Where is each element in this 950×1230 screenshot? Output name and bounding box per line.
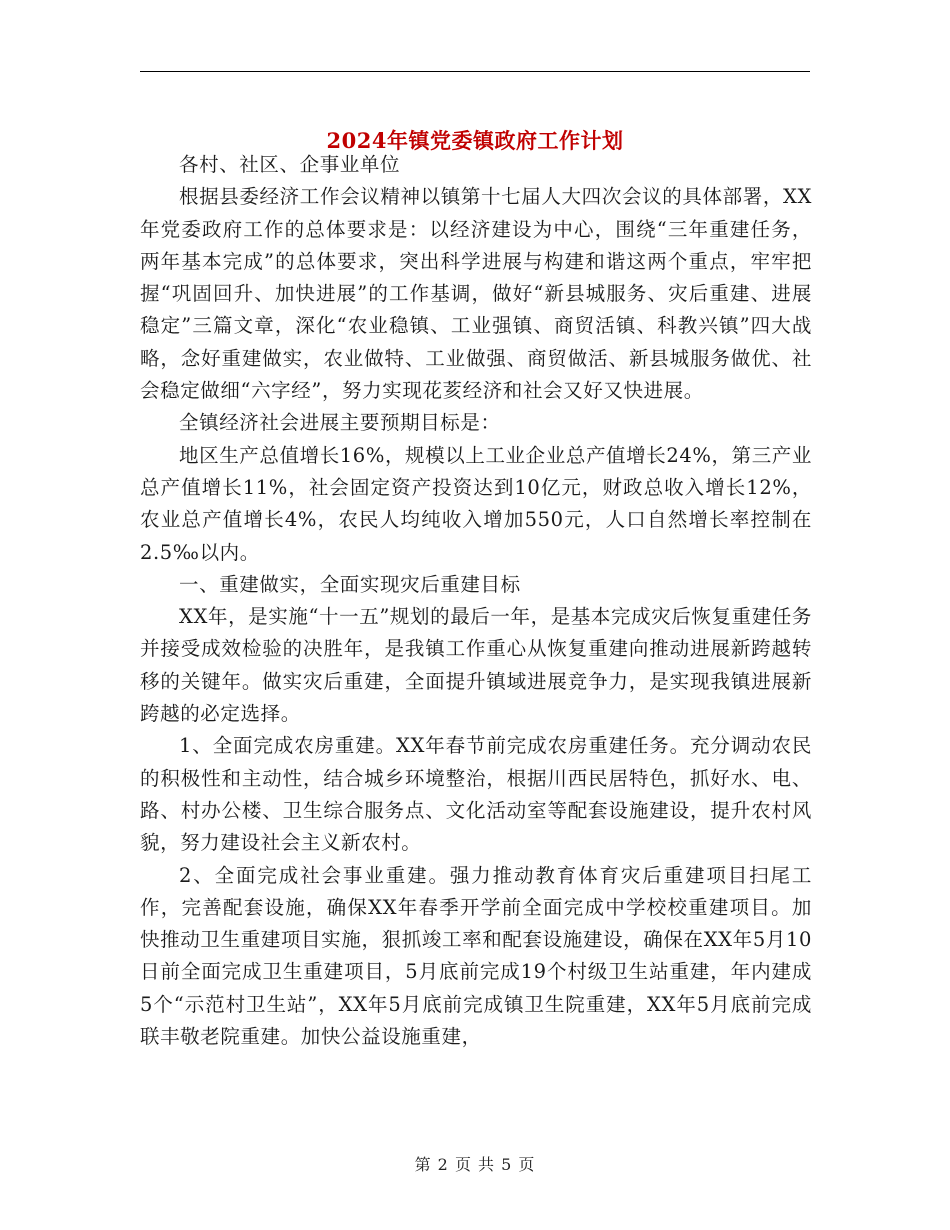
section-heading: 一、重建做实，全面实现灾后重建目标 <box>179 572 521 596</box>
body-paragraph: 全镇经济社会进展主要预期目标是： <box>179 411 501 435</box>
body-paragraph: 根据县委经济工作会议精神以镇第十七届人大四次会议的具体部署，XX年党委政府工作的总体要求是：以经济建设为中心，围绕“三年重建任务，两年基本完成”的总体要求，突出科学进展与构建和谐这两个重点，牢牢把握“巩固回升、加快进展”的工作基调，做好“新县城服务、灾后重建、进展稳定”三篇文章，深化“农业稳镇、工业强镇、商贸活镇、科教兴镇”四大战略，念好重建做实，农业做特、工业做强、商贸做活、新县城服务做优、社会稳定做细“六字经”，努力实现花荄经济和社会又好又快进展。 <box>140 185 812 403</box>
header-rule <box>140 71 810 72</box>
body-paragraph: 1、全面完成农房重建。XX年春节前完成农房重建任务。充分调动农民的积极性和主动性，结合城乡环境整治，根据川西民居特色，抓好水、电、路、村办公楼、卫生综合服务点、文化活动室等配套设施建设，提升农村风貌，努力建设社会主义新农村。 <box>140 734 812 855</box>
body-paragraph: XX年，是实施“十一五”规划的最后一年，是基本完成灾后恢复重建任务并接受成效检验的决胜年，是我镇工作重心从恢复重建向推动进展新跨越转移的关键年。做实灾后重建，全面提升镇域进展竞争力，是实现我镇进展新跨越的必定选择。 <box>140 605 813 726</box>
addressee-line: 各村、社区、企事业单位 <box>179 153 401 176</box>
document-body <box>140 149 812 1053</box>
page-number: 第 2 页 共 5 页 <box>414 1155 536 1174</box>
document-title: 2024年镇党委镇政府工作计划 <box>326 128 624 154</box>
body-paragraph: 2、全面完成社会事业重建。强力推动教育体育灾后重建项目扫尾工作，完善配套设施，确保XX年春季开学前全面完成中学校校重建项目。加快推动卫生重建项目实施，狠抓竣工率和配套设施建设，确保在XX年5月10日前全面完成卫生重建项目，5月底前完成19个村级卫生站重建，年内建成5个“示范村卫生站”，XX年5月底前完成镇卫生院重建，XX年5月底前完成联丰敬老院重建。加快公益设施重建， <box>140 863 812 1049</box>
body-paragraph: 地区生产总值增长16%，规模以上工业企业总产值增长24%，第三产业总产值增长11%，社会固定资产投资达到10亿元，财政总收入增长12%，农业总产值增长4%，农民人均纯收入增加550元，人口自然增长率控制在2.5‰以内。 <box>140 443 812 564</box>
